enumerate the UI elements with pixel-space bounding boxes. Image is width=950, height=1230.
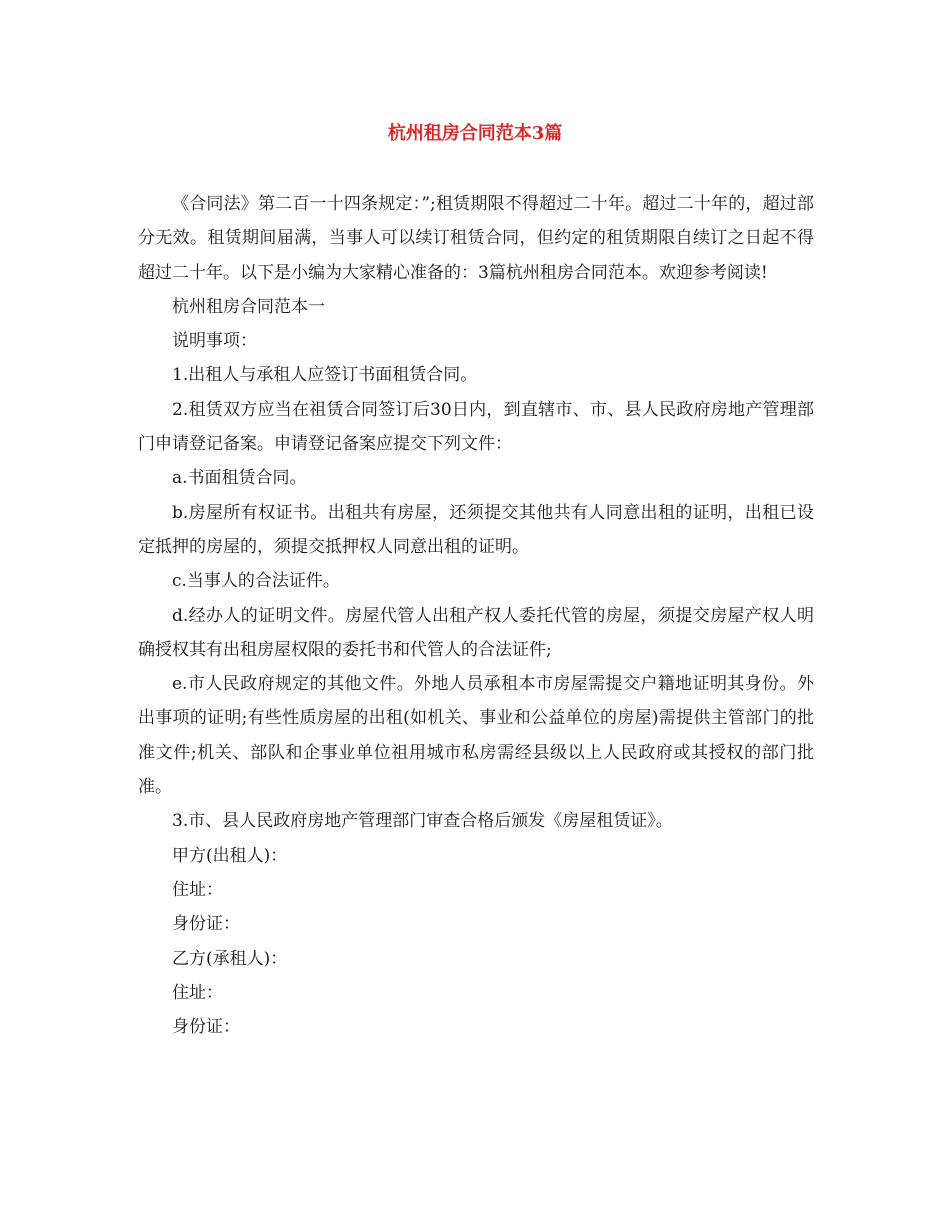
note-item-2: 2.租赁双方应当在祖赁合同签订后30日内，到直辖市、市、县人民政府房地产管理部门申请登记备案。申请登记备案应提交下列文件： (138, 399, 814, 455)
note-item-2d: d.经办人的证明文件。房屋代管人出租产权人委托代管的房屋，须提交房屋产权人明确授权其有出租房屋权限的委托书和代管人的合法证件; (138, 605, 814, 660)
note-item-2c: c.当事人的合法证件。 (172, 571, 340, 592)
party-b-label: 乙方(承租人)： (172, 948, 288, 969)
party-a-id-label: 身份证： (172, 914, 240, 935)
party-b-id-label: 身份证： (172, 1017, 240, 1038)
note-item-2a: a.书面租赁合同。 (172, 468, 307, 489)
section-heading: 杭州租房合同范本一 (172, 296, 325, 317)
intro-paragraph: 《合同法》第二百一十四条规定：”;租赁期限不得超过二十年。超过二十年的，超过部分无效。租赁期间届满，当事人可以续订租赁合同，但约定的租赁期限自续订之日起不得超过二十年。以下是小编为大家精心准备的：3篇杭州租房合同范本。欢迎参考阅读! (138, 194, 814, 283)
notes-heading: 说明事项： (172, 331, 257, 352)
party-b-address-label: 住址： (172, 982, 223, 1003)
note-item-2b: b.房屋所有权证书。出租共有房屋，还须提交其他共有人同意出租的证明，出租已设定抵押的房屋的，须提交抵押权人同意出租的证明。 (138, 502, 814, 557)
party-a-label: 甲方(出租人)： (172, 845, 288, 866)
note-item-2e: e.市人民政府规定的其他文件。外地人员承租本市房屋需提交户籍地证明其身份。外出事项的证明;有些性质房屋的出租(如机关、事业和公益单位的房屋)需提供主管部门的批准文件;机关、部队和企事业单位祖用城市私房需经县级以上人民政府或其授权的部门批准。 (138, 674, 814, 798)
document-title: 杭州租房合同范本3篇 (387, 123, 563, 144)
note-item-3: 3.市、县人民政府房地产管理部门审查合格后颁发《房屋租赁证》。 (172, 811, 673, 832)
party-a-address-label: 住址： (172, 879, 223, 900)
document-body (138, 187, 814, 1044)
note-item-1: 1.出租人与承租人应签订书面租赁合同。 (172, 365, 478, 386)
